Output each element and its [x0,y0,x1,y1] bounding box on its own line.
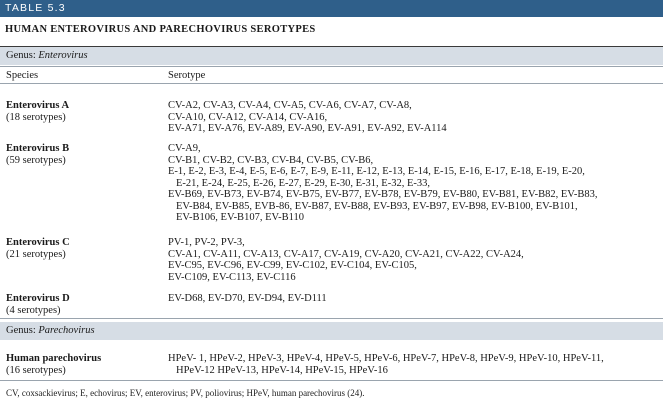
species-cell [6,100,156,123]
serotype-cell [168,353,658,376]
serotype-cell [168,237,658,283]
species-cell [6,293,156,316]
column-header-serotype: Serotype [168,70,206,81]
serotype-line: EV-B106, EV-B107, EV-B110 [176,212,304,223]
species-name: Human parechovirus [6,353,102,364]
serotype-count: (59 serotypes) [6,154,66,166]
species-cell [6,353,156,376]
serotype-count: (4 serotypes) [6,304,61,316]
species-name: Enterovirus B [6,143,70,154]
column-header-row [0,66,663,84]
genus-enterovirus-header [0,47,663,65]
serotype-line: CV-A2, CV-A3, CV-A4, CV-A5, CV-A6, CV-A7, CV-A8, [168,100,412,111]
serotype-line: E-1, E-2, E-3, E-4, E-5, E-6, E-7, E-9, E-11, E-12, E-13, E-14, E-15, E-16, E-17, E-18, E-19, E-20, [168,166,585,177]
serotype-cell [168,293,658,305]
serotype-line: CV-B1, CV-B2, CV-B3, CV-B4, CV-B5, CV-B6, [168,154,374,166]
serotype-line: HPeV- 1, HPeV-2, HPeV-3, HPeV-4, HPeV-5, HPeV-6, HPeV-7, HPeV-8, HPeV-9, HPeV-10, HPeV-11, [168,353,604,364]
section-divider [0,318,663,319]
serotype-cell [168,143,658,224]
species-cell [6,237,156,260]
species-cell [6,143,156,166]
serotype-cell [168,100,658,135]
serotype-line: CV-A10, CV-A12, CV-A14, CV-A16, [168,111,328,123]
species-name: Enterovirus A [6,100,70,111]
serotype-line: HPeV-12 HPeV-13, HPeV-14, HPeV-15, HPeV-16 [176,364,388,376]
serotype-count: (18 serotypes) [6,111,66,123]
genus-parechovirus-header [0,322,663,340]
table-number-banner: TABLE 5.3 [0,0,663,17]
serotype-line: EV-A71, EV-A76, EV-A89, EV-A90, EV-A91, EV-A92, EV-A114 [168,123,447,134]
table-footnote: CV, coxsackievirus; E, echovirus; EV, enterovirus; PV, poliovirus; HPeV, human parechovirus (24). [6,388,365,398]
serotype-line: EV-D68, EV-D70, EV-D94, EV-D111 [168,293,327,304]
table-title: HUMAN ENTEROVIRUS AND PARECHOVIRUS SEROTYPES [5,24,316,35]
genus-name: Parechovirus [38,325,95,336]
serotype-line: EV-B84, EV-B85, EVB-86, EV-B87, EV-B88, EV-B93, EV-B97, EV-B98, EV-B100, EV-B101, [176,200,578,212]
serotype-count: (21 serotypes) [6,248,66,260]
serotype-line: CV-A1, CV-A11, CV-A13, CV-A17, CV-A19, CV-A20, CV-A21, CV-A22, CV-A24, [168,248,524,260]
serotype-line: EV-C109, EV-C113, EV-C116 [168,271,296,283]
column-header-species: Species [6,70,39,81]
species-name: Enterovirus D [6,293,70,304]
serotype-line: EV-B69, EV-B73, EV-B74, EV-B75, EV-B77, EV-B78, EV-B79, EV-B80, EV-B81, EV-B82, EV-B83, [168,189,598,200]
genus-name: Enterovirus [38,50,88,61]
genus-label: Genus: [6,325,36,336]
species-name: Enterovirus C [6,237,70,248]
serotype-line: CV-A9, [168,143,201,154]
serotype-count: (16 serotypes) [6,364,66,376]
serotype-line: E-21, E-24, E-25, E-26, E-27, E-29, E-30, E-31, E-32, E-33, [176,177,430,189]
genus-label: Genus: [6,50,36,61]
serotype-line: EV-C95, EV-C96, EV-C99, EV-C102, EV-C104, EV-C105, [168,260,417,271]
footnote-divider [0,380,663,381]
serotype-table [0,46,663,420]
serotype-line: PV-1, PV-2, PV-3, [168,237,245,248]
